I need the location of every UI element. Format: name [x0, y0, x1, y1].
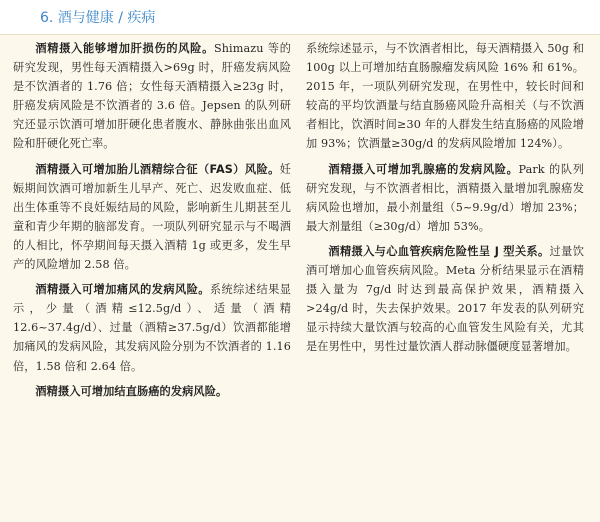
right-column — [306, 39, 584, 363]
paragraph-breast-cancer — [306, 160, 584, 236]
paragraph-body: 妊娠期间饮酒可增加新生儿早产、死亡、迟发败血症、低出生体重等不良妊娠结局的风险，影响新生儿期甚至儿童和青少年期的脑部发育。一项队列研究显示与不喝酒的人相比，怀孕期间每天摄入酒精 1g 或更多，发生早产的风险增加 2.58 倍。 — [13, 162, 291, 272]
paragraph-body: Shimazu 等的研究发现，男性每天酒精摄入>69g 时，肝癌发病风险是不饮酒者的 1.76 倍；女性每天酒精摄入≥23g 时，肝癌发病风险是不饮酒者的 3.6 倍。Jepsen 的队列研究还显示饮酒可增加肝硬化患者腹水、静脉曲张出血风险和肝硬化死亡率。 — [13, 42, 291, 151]
section-title: 6. 酒与健康 / 疾病 — [40, 10, 156, 26]
paragraph-gout — [13, 280, 291, 375]
paragraph-colorectal-continued — [306, 39, 584, 154]
paragraph-body: Park 的队列研究发现，与不饮酒者相比，酒精摄入量增加乳腺癌发病风险也增加，最小剂量组（5~9.9g/d）增加 23%；最大剂量组（≥30g/d）增加 53%。 — [306, 162, 584, 233]
paragraph-lead: 酒精摄入可增加乳腺癌的发病风险。 — [328, 162, 519, 176]
paragraph-lead: 酒精摄入可增加胎儿酒精综合征（FAS）风险。 — [35, 162, 280, 176]
paragraph-body: 系统综述结果显示，少量（酒精≤12.5g/d）、适量（酒精12.6~37.4g/d）、过量（酒精≥37.5g/d）饮酒都能增加痛风的发病风险，其发病风险分别为不饮酒者的 1.16 倍，1.58 倍和 2.64 倍。 — [13, 283, 291, 373]
paragraph-colorectal-lead — [13, 382, 291, 401]
paragraph-lead: 酒精摄入可增加结直肠癌的发病风险。 — [35, 384, 228, 398]
paragraph-lead: 酒精摄入与心血管疾病危险性呈 J 型关系。 — [328, 244, 550, 258]
paragraph-fas — [13, 160, 291, 275]
left-column — [13, 39, 291, 407]
paragraph-lead: 酒精摄入能够增加肝损伤的风险。 — [35, 42, 214, 55]
paragraph-lead: 酒精摄入可增加痛风的发病风险。 — [35, 283, 210, 297]
section-header — [0, 0, 600, 35]
paragraph-body: 系统综述显示，与不饮酒者相比，每天酒精摄入 50g 和 100g 以上可增加结直肠腺瘤发病风险 16% 和 61%。2015 年，一项队列研究发现，在男性中，较长时间和较高的平均饮酒量与结直肠癌风险升高相关（与不饮酒者相比，饮酒时间≥30 年的人群发生结直肠癌的风险增加 93%；饮酒量≥30g/d 的发病风险增加 124%）。 — [306, 42, 584, 151]
paragraph-liver — [13, 39, 291, 154]
paragraph-cardiovascular — [306, 242, 584, 357]
paragraph-body: 过量饮酒可增加心血管疾病风险。Meta 分析结果显示在酒精摄入量为 7g/d 时达到最高保护效果，酒精摄入 >24g/d 时，失去保护效果。2017 年发表的队列研究显示持续大量饮酒与较高的心血管发生风险有关，尤其是在男性中，男性过量饮酒人群动脉僵硬度显著增加。 — [306, 244, 584, 354]
